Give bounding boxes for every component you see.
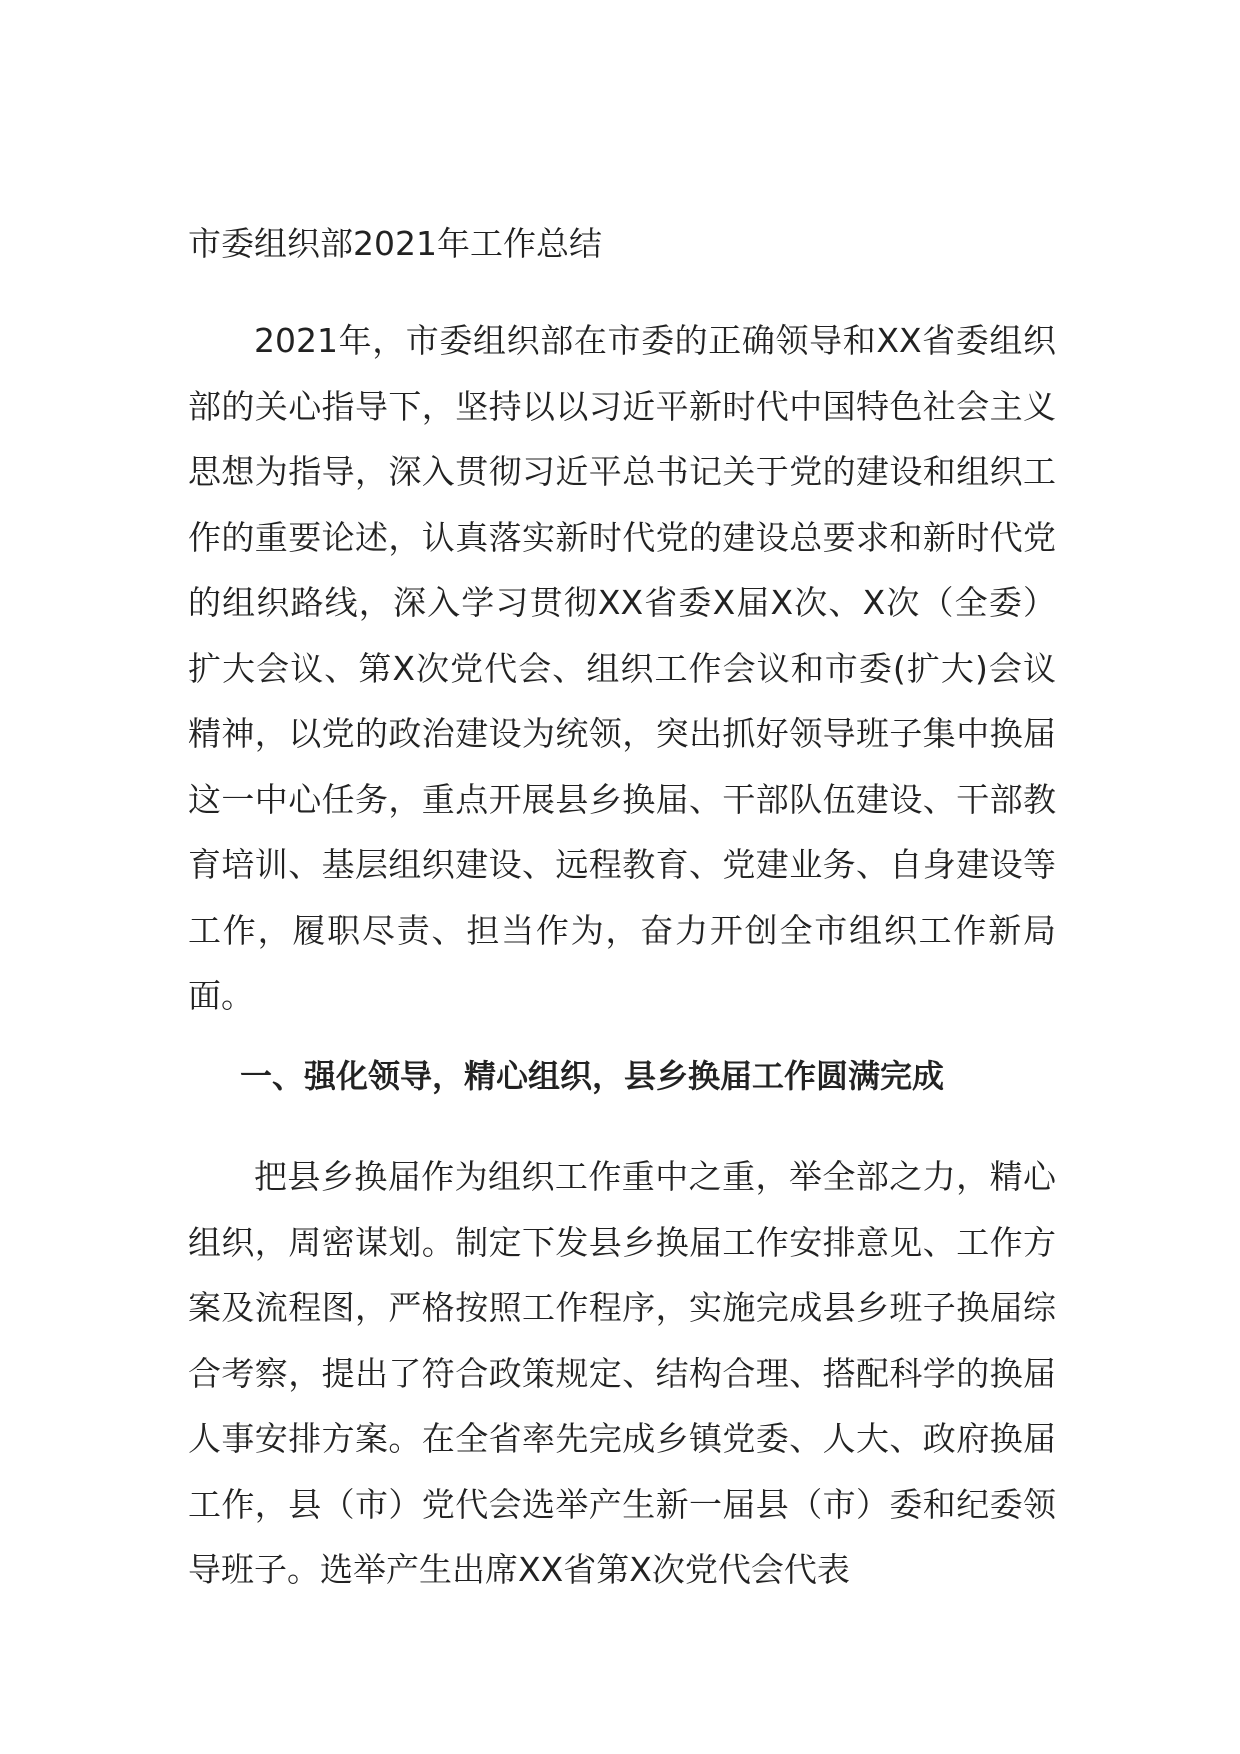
document-title: 市委组织部2021年工作总结: [188, 224, 602, 263]
section-heading: 一、强化领导，精心组织，县乡换届工作圆满完成: [240, 1057, 945, 1095]
body-paragraph: 把县乡换届作为组织工作重中之重，举全部之力，精心组织，周密谋划。制定下发县乡换届工作安排意见、工作方案及流程图，严格按照工作程序，实施完成县乡班子换届综合考察，提出了符合政策规定、结构合理、搭配科学的换届人事安排方案。在全省率先完成乡镇党委、人大、政府换届工作，县（市）党代会选举产生新一届县（市）委和纪委领导班子。选举产生出席XX省第X次党代会代表: [188, 1157, 1056, 1589]
body-paragraph: 2021年，市委组织部在市委的正确领导和XX省委组织部的关心指导下，坚持以以习近平新时代中国特色社会主义思想为指导，深入贯彻习近平总书记关于党的建设和组织工作的重要论述，认真落实新时代党的建设总要求和新时代党的组织路线，深入学习贯彻XX省委X届X次、X次（全委）扩大会议、第X次党代会、组织工作会议和市委(扩大)会议精神，以党的政治建设为统领，突出抓好领导班子集中换届这一中心任务，重点开展县乡换届、干部队伍建设、干部教育培训、基层组织建设、远程教育、党建业务、自身建设等工作，履职尽责、担当作为，奋力开创全市组织工作新局面。: [188, 321, 1056, 1015]
